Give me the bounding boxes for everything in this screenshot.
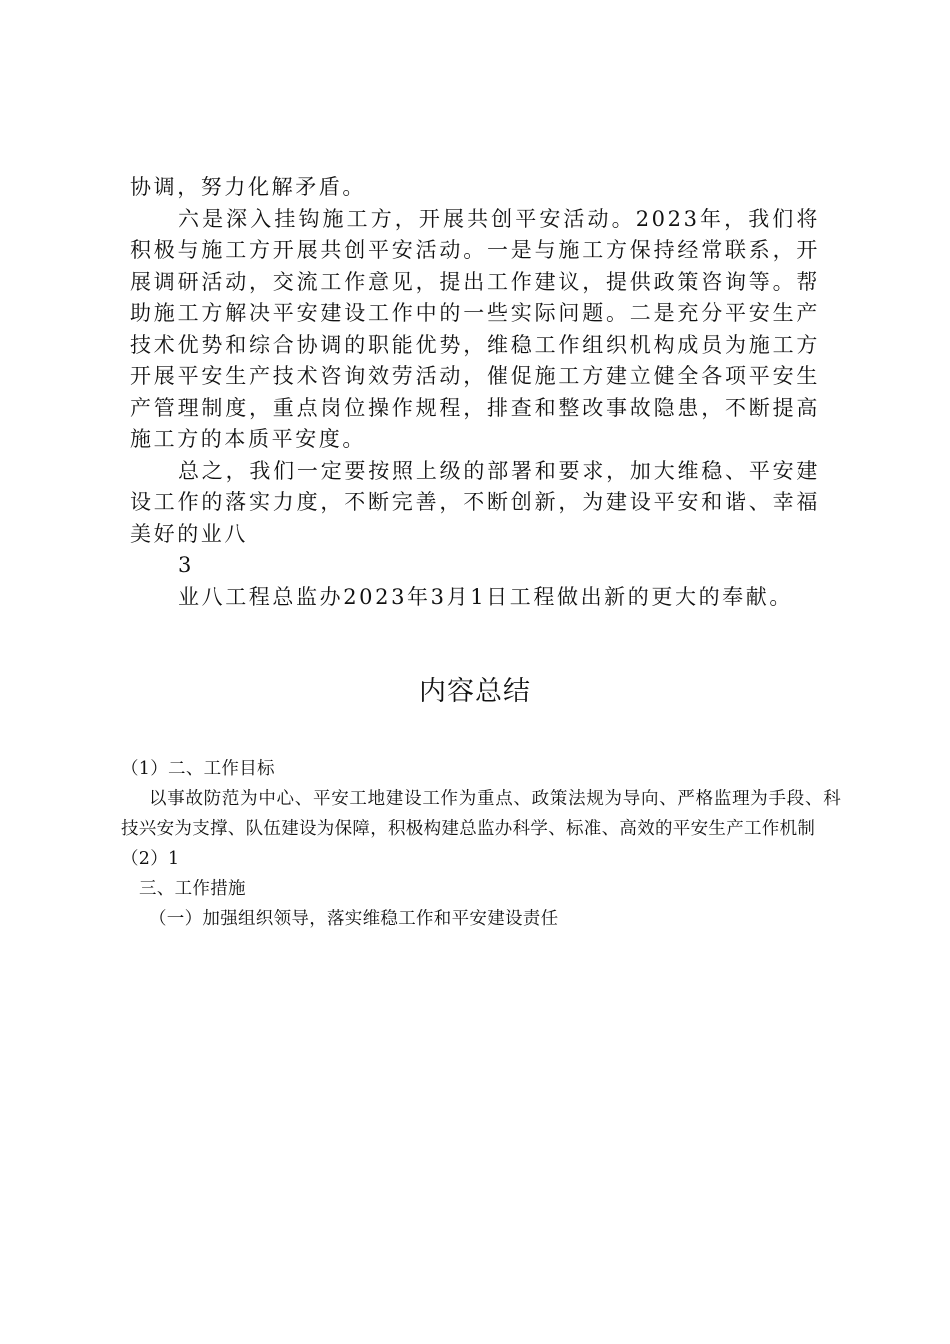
summary-item-1-label: （1）二、工作目标 (121, 759, 275, 779)
page-number: 3 (178, 553, 194, 577)
conclusion-paragraph: 总之，我们一定要按照上级的部署和要求，加大维稳、平安建设工作的落实力度，不断完善，不断创新，为建设平安和谐、幸福美好的业八 (130, 458, 820, 546)
item-six-paragraph: 六是深入挂钩施工方，开展共创平安活动。2023年，我们将积极与施工方开展共创平安活动。一是与施工方保持经常联系，开展调研活动，交流工作意见，提出工作建议，提供政策咨询等。帮助施工方解决平安建设工作中的一些实际问题。二是充分平安生产技术优势和综合协调的职能优势，维稳工作组织机构成员为施工方开展平安生产技术咨询效劳活动，催促施工方建立健全各项平安生产管理制度，重点岗位操作规程，排查和整改事故隐患，不断提高施工方的本质平安度。 (130, 206, 820, 451)
summary-title: 内容总结 (419, 676, 531, 707)
continuation-paragraph: 协调，努力化解矛盾。 (130, 175, 366, 199)
closing-line: 业八工程总监办2023年3月1日工程做出新的更大的奉献。 (178, 584, 793, 609)
measures-heading: 三、工作措施 (139, 879, 246, 899)
measures-item: （一）加强组织领导，落实维稳工作和平安建设责任 (149, 909, 559, 929)
summary-item-2-label: （2）1 (121, 849, 180, 869)
body-text (130, 172, 820, 613)
summary-section (121, 754, 841, 934)
summary-item-1-text: 以事故防范为中心、平安工地建设工作为重点、政策法规为导向、严格监理为手段、科技兴安为支撑、队伍建设为保障，积极构建总监办科学、标准、高效的平安生产工作机制 (121, 789, 841, 839)
